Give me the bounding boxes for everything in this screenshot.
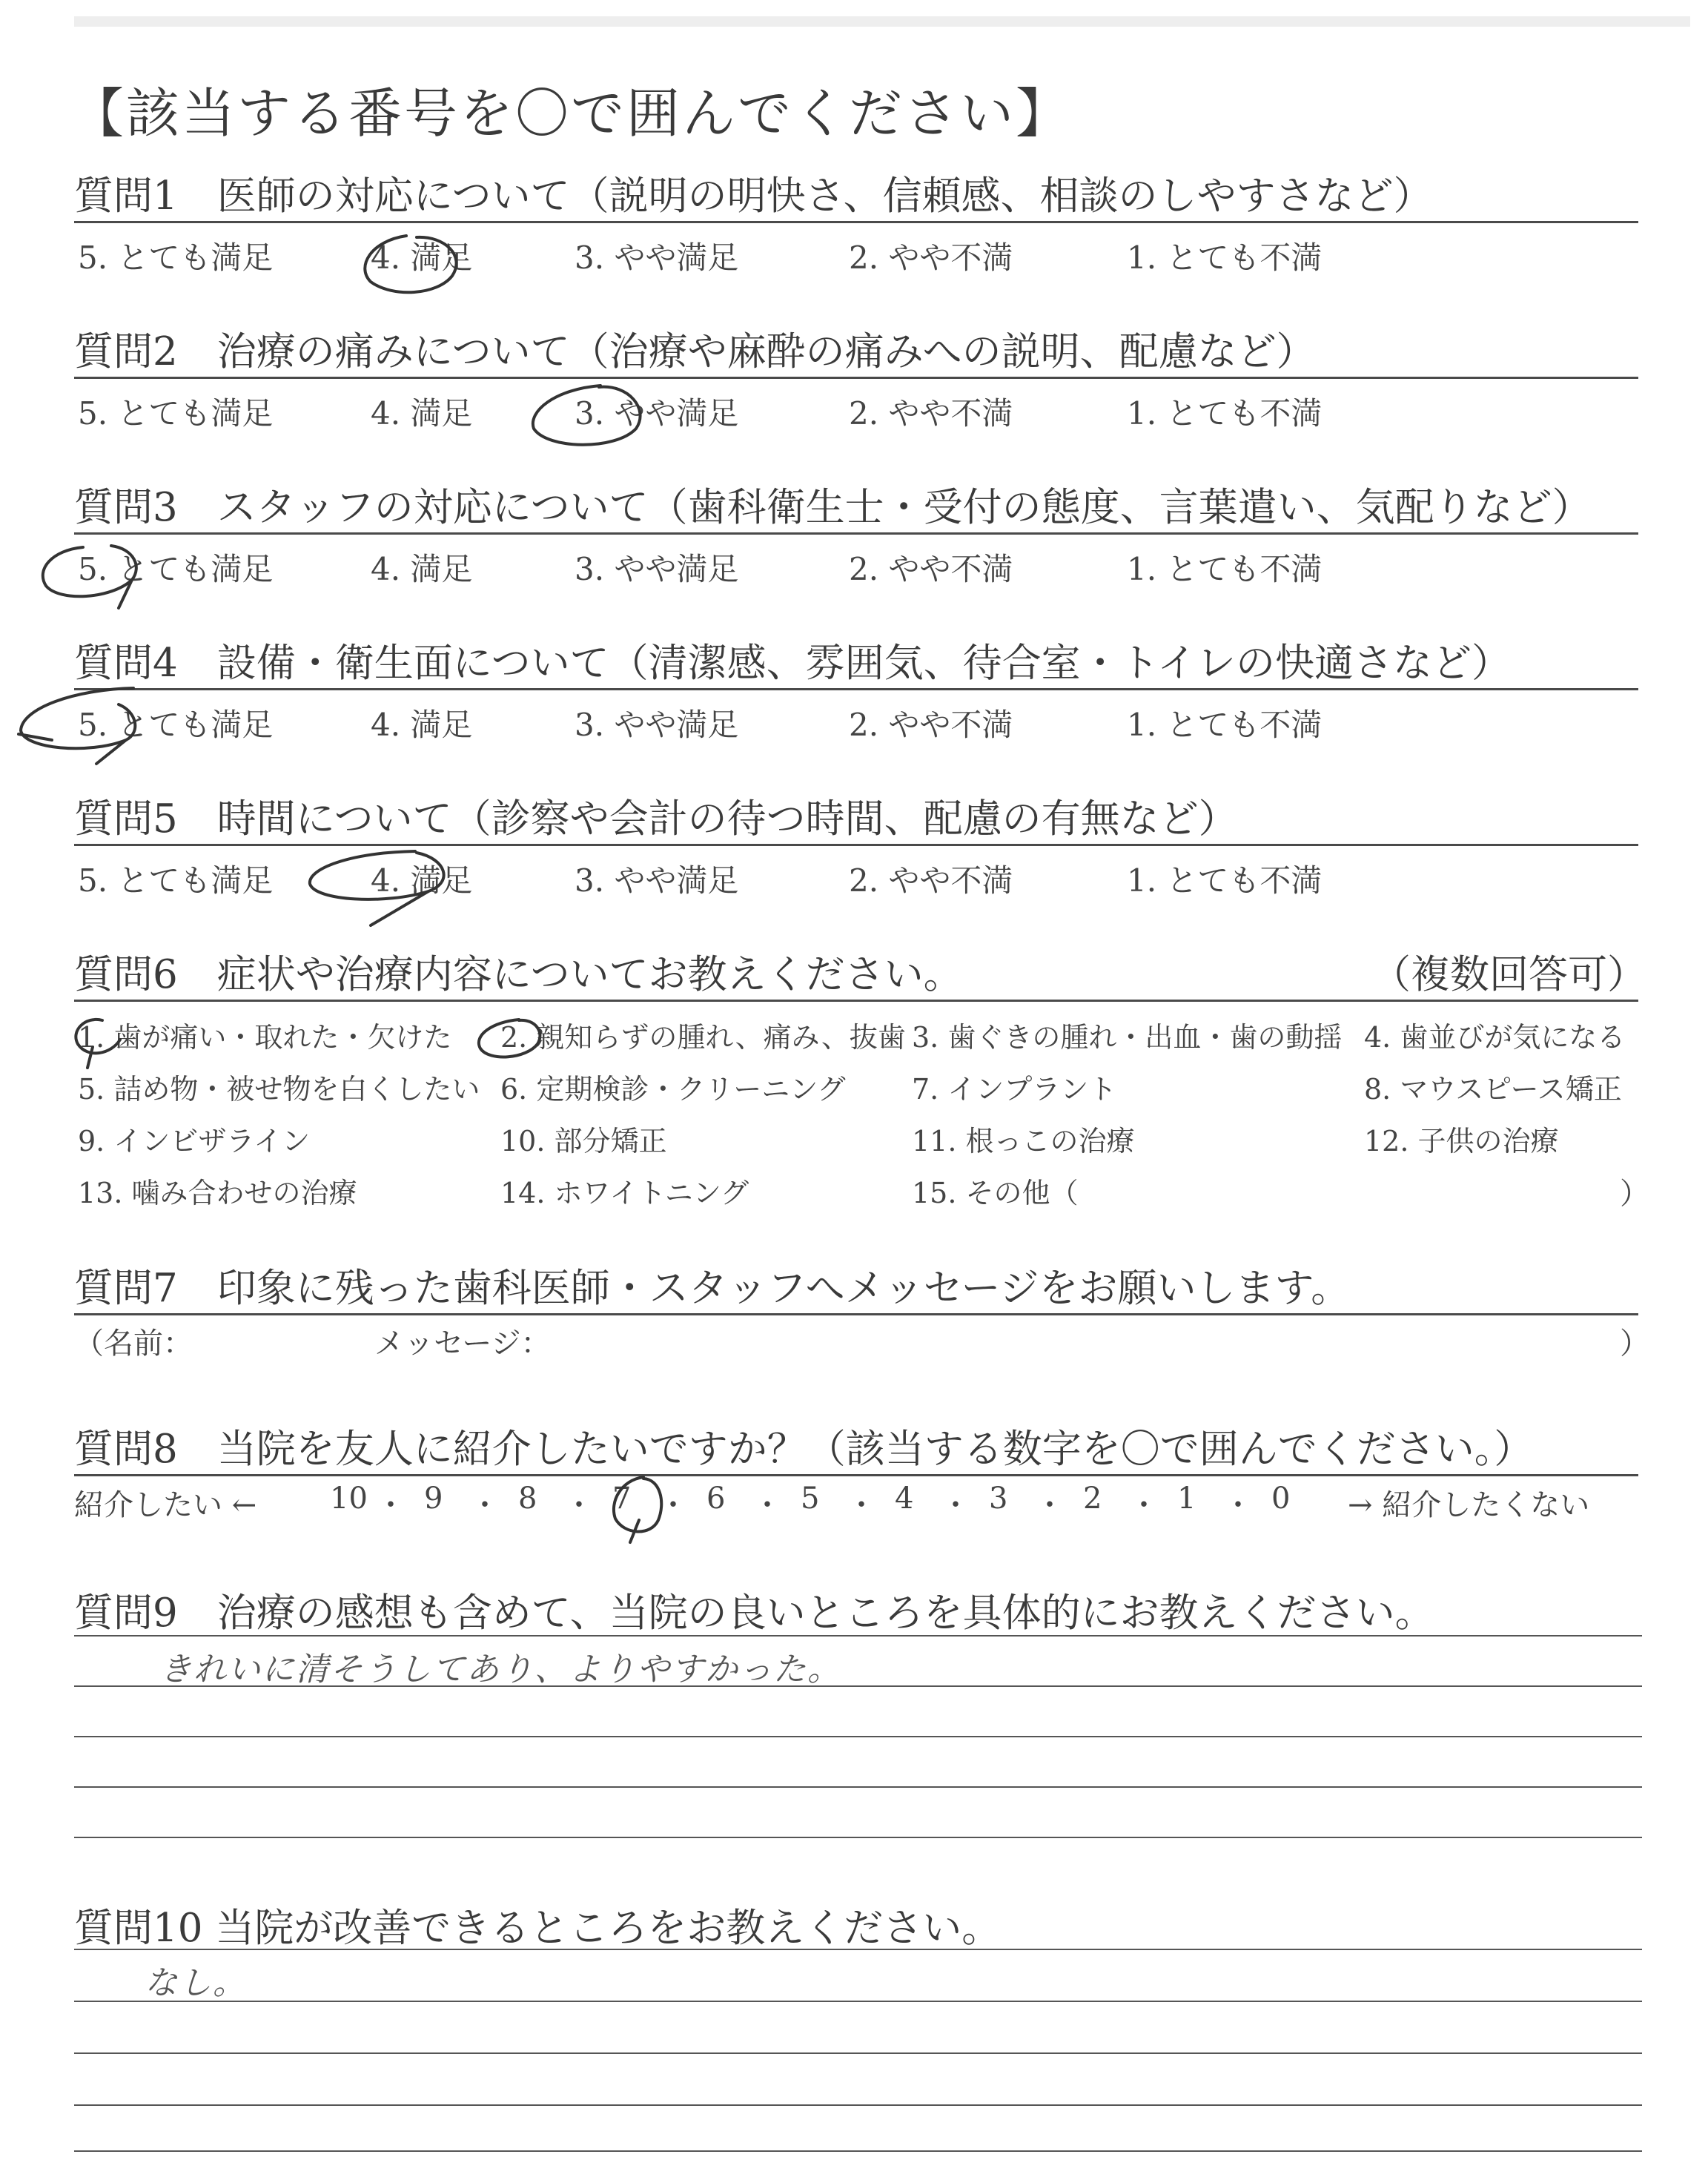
question-3-rule bbox=[74, 532, 1638, 535]
question-5-rule bbox=[74, 844, 1638, 846]
q8-scale-separator: ・ bbox=[376, 1488, 406, 1522]
q6-option-14[interactable]: 14. ホワイトニング bbox=[500, 1177, 749, 1209]
q1-option-4[interactable]: 4. 満足 bbox=[371, 240, 473, 276]
q8-scale-value-3[interactable]: 3 bbox=[989, 1482, 1008, 1516]
q8-scale-value-5[interactable]: 5 bbox=[801, 1482, 820, 1516]
q3-option-2[interactable]: 2. やや不満 bbox=[849, 551, 1013, 587]
q6-other-close: ） bbox=[1620, 1177, 1649, 1211]
q8-scale-separator: ・ bbox=[658, 1488, 688, 1522]
q8-scale-value-10[interactable]: 10 bbox=[330, 1482, 368, 1516]
q8-left-label: 紹介したい ← bbox=[74, 1488, 257, 1522]
q2-option-2[interactable]: 2. やや不満 bbox=[849, 395, 1013, 432]
q6-option-3[interactable]: 3. 歯ぐきの腫れ・出血・歯の動揺 bbox=[912, 1021, 1343, 1054]
q10-line-5 bbox=[74, 2150, 1642, 2152]
q6-option-11[interactable]: 11. 根っこの治療 bbox=[912, 1125, 1135, 1157]
question-2-title: 質問2 治療の痛みについて（治療や麻酔の痛みへの説明、配慮など） bbox=[74, 329, 1316, 374]
q8-scale-value-2[interactable]: 2 bbox=[1083, 1482, 1102, 1516]
question-7-rule bbox=[74, 1313, 1638, 1315]
q7-close: ） bbox=[1620, 1327, 1649, 1361]
q6-option-9[interactable]: 9. インビザライン bbox=[78, 1125, 311, 1157]
q10-line-4 bbox=[74, 2104, 1642, 2106]
q8-scale-separator: ・ bbox=[1129, 1488, 1159, 1522]
q6-option-12[interactable]: 12. 子供の治療 bbox=[1364, 1125, 1559, 1157]
q9-line-1 bbox=[74, 1635, 1642, 1636]
question-6-note: （複数回答可） bbox=[1371, 952, 1646, 997]
q3-option-1[interactable]: 1. とても不満 bbox=[1127, 551, 1323, 587]
q8-scale-value-9[interactable]: 9 bbox=[424, 1482, 443, 1516]
q10-line-2 bbox=[74, 2001, 1642, 2002]
q8-scale-value-4[interactable]: 4 bbox=[895, 1482, 914, 1516]
question-7-title: 質問7 印象に残った歯科医師・スタッフへメッセージをお願いします。 bbox=[74, 1266, 1351, 1311]
question-9-title: 質問9 治療の感想も含めて、当院の良いところを具体的にお教えください。 bbox=[74, 1591, 1434, 1636]
page-heading: 【該当する番号を〇で囲んでください】 bbox=[70, 82, 1072, 145]
question-1-rule bbox=[74, 221, 1638, 223]
q1-option-2[interactable]: 2. やや不満 bbox=[849, 240, 1013, 276]
q2-option-1[interactable]: 1. とても不満 bbox=[1127, 395, 1323, 432]
q6-option-6[interactable]: 6. 定期検診・クリーニング bbox=[500, 1073, 846, 1106]
q8-scale-value-1[interactable]: 1 bbox=[1177, 1482, 1196, 1516]
q6-option-5[interactable]: 5. 詰め物・被せ物を白くしたい bbox=[78, 1073, 480, 1106]
q8-scale-value-7[interactable]: 7 bbox=[612, 1482, 632, 1516]
question-6-rule bbox=[74, 1000, 1638, 1002]
q6-option-13[interactable]: 13. 噛み合わせの治療 bbox=[78, 1177, 357, 1209]
question-4-title: 質問4 設備・衛生面について（清潔感、雰囲気、待合室・トイレの快適さなど） bbox=[74, 641, 1512, 686]
q4-option-3[interactable]: 3. やや満足 bbox=[575, 707, 739, 743]
q10-line-3 bbox=[74, 2052, 1642, 2054]
q6-option-4[interactable]: 4. 歯並びが気になる bbox=[1364, 1021, 1626, 1054]
q6-option-2[interactable]: 2. 親知らずの腫れ、痛み、抜歯 bbox=[500, 1021, 906, 1054]
q4-option-4[interactable]: 4. 満足 bbox=[371, 707, 473, 743]
q10-line-1 bbox=[74, 1949, 1642, 1950]
question-3-title: 質問3 スタッフの対応について（歯科衛生士・受付の態度、言葉遣い、気配りなど） bbox=[74, 485, 1592, 530]
q8-scale-separator: ・ bbox=[752, 1488, 782, 1522]
q9-line-5 bbox=[74, 1837, 1642, 1838]
q5-option-5[interactable]: 5. とても満足 bbox=[78, 862, 274, 899]
q8-scale-separator: ・ bbox=[1223, 1488, 1253, 1522]
q1-option-3[interactable]: 3. やや満足 bbox=[575, 240, 739, 276]
q8-right-label: → 紹介したくない bbox=[1348, 1488, 1590, 1522]
q6-option-8[interactable]: 8. マウスピース矯正 bbox=[1364, 1073, 1622, 1106]
q8-scale-separator: ・ bbox=[470, 1488, 500, 1522]
q9-handwritten-answer[interactable]: きれいに清そうしてあり、よりやすかった。 bbox=[159, 1651, 841, 1688]
q4-option-1[interactable]: 1. とても不満 bbox=[1127, 707, 1323, 743]
question-8-rule bbox=[74, 1474, 1638, 1476]
question-6-title: 質問6 症状や治療内容についてお教えください。 bbox=[74, 952, 963, 997]
q5-option-2[interactable]: 2. やや不満 bbox=[849, 862, 1013, 899]
q9-line-2 bbox=[74, 1685, 1642, 1687]
q1-option-1[interactable]: 1. とても不満 bbox=[1127, 240, 1323, 276]
q3-option-3[interactable]: 3. やや満足 bbox=[575, 551, 739, 587]
q6-option-7[interactable]: 7. インプラント bbox=[912, 1073, 1117, 1106]
question-5-title: 質問5 時間について（診察や会計の待つ時間、配慮の有無など） bbox=[74, 796, 1238, 842]
q8-scale-separator: ・ bbox=[941, 1488, 970, 1522]
q2-option-3[interactable]: 3. やや満足 bbox=[575, 395, 739, 432]
scan-top-edge bbox=[74, 16, 1690, 27]
q6-option-1[interactable]: 1. 歯が痛い・取れた・欠けた bbox=[78, 1021, 452, 1054]
question-8-title: 質問8 当院を友人に紹介したいですか？（該当する数字を〇で囲んでください。） bbox=[74, 1427, 1534, 1472]
q6-option-10[interactable]: 10. 部分矯正 bbox=[500, 1125, 667, 1157]
question-4-rule bbox=[74, 688, 1638, 690]
q4-option-5[interactable]: 5. とても満足 bbox=[78, 707, 274, 743]
q9-line-3 bbox=[74, 1736, 1642, 1737]
q7-message-label: メッセージ： bbox=[374, 1327, 551, 1361]
q1-option-5[interactable]: 5. とても満足 bbox=[78, 240, 274, 276]
q9-line-4 bbox=[74, 1786, 1642, 1788]
q4-option-2[interactable]: 2. やや不満 bbox=[849, 707, 1013, 743]
q6-option-15-other[interactable]: 15. その他（ bbox=[912, 1177, 1079, 1209]
q8-scale-separator: ・ bbox=[564, 1488, 594, 1522]
question-2-rule bbox=[74, 377, 1638, 379]
q2-option-5[interactable]: 5. とても満足 bbox=[78, 395, 274, 432]
q8-scale-value-8[interactable]: 8 bbox=[518, 1482, 537, 1516]
q5-option-4[interactable]: 4. 満足 bbox=[371, 862, 473, 899]
q7-name-label: （名前： bbox=[74, 1327, 193, 1361]
question-1-title: 質問1 医師の対応について（説明の明快さ、信頼感、相談のしやすさなど） bbox=[74, 174, 1433, 219]
question-10-title: 質問10 当院が改善できるところをお教えください。 bbox=[74, 1906, 1002, 1951]
q8-scale-value-0[interactable]: 0 bbox=[1271, 1482, 1291, 1516]
q8-scale-separator: ・ bbox=[1035, 1488, 1065, 1522]
q8-scale-separator: ・ bbox=[847, 1488, 876, 1522]
q2-option-4[interactable]: 4. 満足 bbox=[371, 395, 473, 432]
q5-option-3[interactable]: 3. やや満足 bbox=[575, 862, 739, 899]
q3-option-4[interactable]: 4. 満足 bbox=[371, 551, 473, 587]
q5-option-1[interactable]: 1. とても不満 bbox=[1127, 862, 1323, 899]
q10-handwritten-answer[interactable]: なし。 bbox=[145, 1964, 247, 2002]
q8-scale-value-6[interactable]: 6 bbox=[706, 1482, 726, 1516]
q3-option-5[interactable]: 5. とても満足 bbox=[78, 551, 274, 587]
